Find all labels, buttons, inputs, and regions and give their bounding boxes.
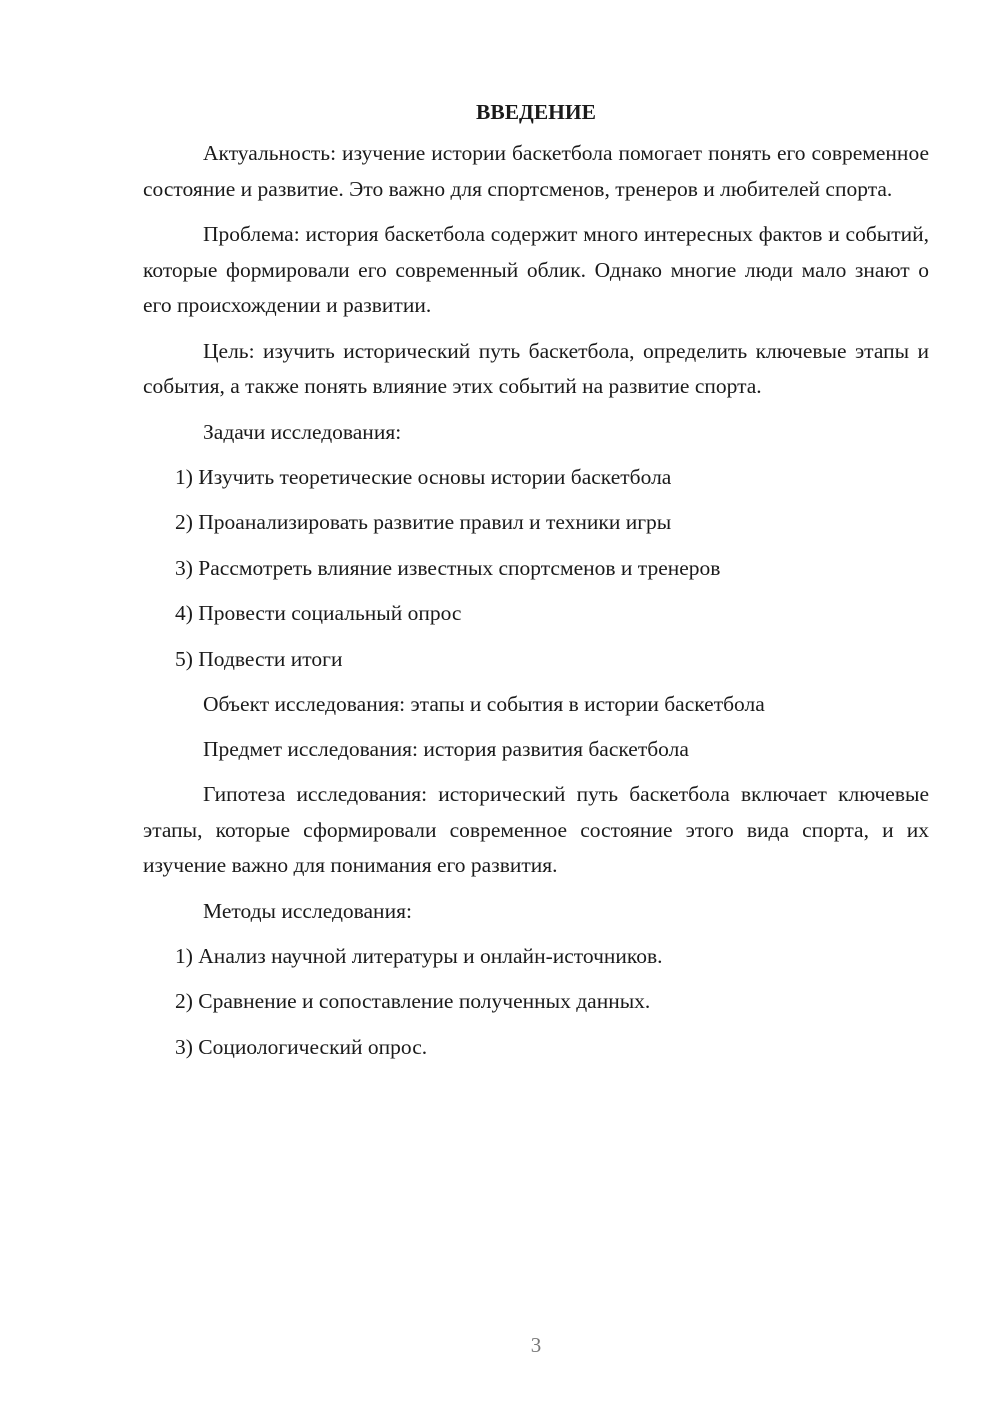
hypothesis-paragraph: Гипотеза исследования: исторический путь баскетбола включает ключевые этапы, которые сформировали современное состояние этого вида спорта, и их изучение важно для понимания его развития.	[143, 782, 929, 877]
method-item-1: 1) Анализ научной литературы и онлайн-источников.	[175, 943, 663, 968]
goal-paragraph: Цель: изучить исторический путь баскетбола, определить ключевые этапы и события, а также понять влияние этих событий на развитие спорта.	[143, 338, 929, 398]
methods-heading: Методы исследования:	[203, 898, 412, 923]
section-title: ВВЕДЕНИЕ	[476, 100, 596, 124]
task-item-4: 4) Провести социальный опрос	[175, 601, 462, 625]
task-item-2: 2) Проанализировать развитие правил и техники игры	[175, 510, 672, 534]
method-item-2: 2) Сравнение и сопоставление полученных данных.	[175, 989, 651, 1013]
task-item-5: 5) Подвести итоги	[175, 646, 343, 671]
relevance-paragraph: Актуальность: изучение истории баскетбола помогает понять его современное состояние и развитие. Это важно для спортсменов, тренеров и любителей спорта.	[143, 141, 929, 201]
page-content	[143, 96, 929, 1075]
method-item-3: 3) Социологический опрос.	[175, 1034, 428, 1059]
subject-line: Предмет исследования: история развития баскетбола	[203, 737, 689, 761]
object-line: Объект исследования: этапы и события в истории баскетбола	[203, 692, 765, 716]
tasks-heading: Задачи исследования:	[203, 419, 402, 444]
task-item-1: 1) Изучить теоретические основы истории баскетбола	[175, 464, 672, 489]
task-item-3: 3) Рассмотреть влияние известных спортсменов и тренеров	[175, 555, 721, 580]
problem-paragraph: Проблема: история баскетбола содержит много интересных фактов и событий, которые формировали его современный облик. Однако многие люди мало знают о его происхождении и развитии.	[143, 222, 929, 317]
page-number: 3	[530, 1333, 542, 1357]
